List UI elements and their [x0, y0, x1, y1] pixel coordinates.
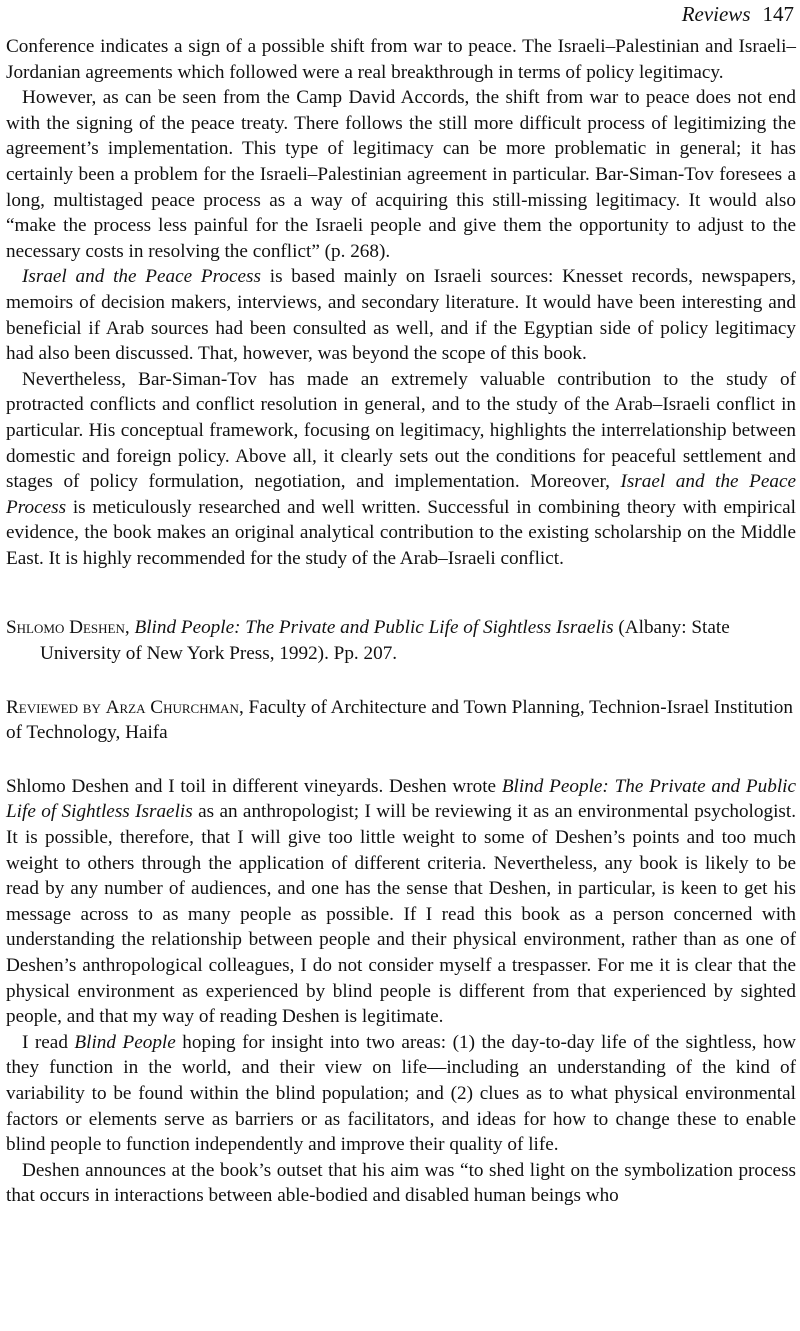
paragraph: Conference indicates a sign of a possible shift from war to peace. The Israeli–Palestinian and Israeli–Jordanian agreements which followed were a real breakthrough in terms of policy legitimacy.	[6, 36, 796, 83]
book-title: Blind People: The Private and Public Life of Sightless Israelis	[134, 617, 614, 639]
book-citation: Shlomo Deshen, Blind People: The Private and Public Life of Sightless Israelis (Albany: State University of New York Press, 1992). Pp. 207.	[6, 617, 730, 665]
review-1-conclusion	[6, 34, 796, 571]
book-title: Israel and the Peace Process	[22, 266, 261, 288]
book-title: Israel and the Peace Process	[6, 471, 796, 518]
paragraph: Israel and the Peace Process is based mainly on Israeli sources: Knesset records, newspapers, memoirs of decision makers, interviews, and secondary literature. It would have been interesting and beneficial if Arab sources had been consulted as well, and if the Egyptian side of policy legitimacy had also been discussed. That, however, was beyond the scope of this book.	[6, 266, 796, 365]
reviewed-by-label: Reviewed by	[6, 696, 101, 718]
paragraph: However, as can be seen from the Camp David Accords, the shift from war to peace does not end with the signing of the peace treaty. There follows the still more difficult process of legitimizing the agreement’s implementation. This type of legitimacy can be more problematic in general; it has certainly been a problem for the Israeli–Palestinian agreement in particular. Bar-Siman-Tov foresees a long, multistaged peace process as a way of acquiring this still-missing legitimacy. It would also “make the process less painful for the Israeli people and give them the opportunity to adjust to the necessary costs in resolving the conflict” (p. 268).	[6, 87, 796, 262]
paragraph: Shlomo Deshen and I toil in different vineyards. Deshen wrote Blind People: The Private and Public Life of Sightless Israelis as an anthropologist; I will be reviewing it as an environmental psychologist. It is possible, therefore, that I will give too little weight to some of Deshen’s points and too much weight to others through the application of different criteria. Nevertheless, any book is likely to be read by any number of audiences, and one has the sense that Deshen, in particular, is keen to get his message across to as many people as possible. If I read this book as a person concerned with understanding the relationship between people and their physical environment, rather than as one of Deshen’s anthropological colleagues, I do not consider myself a trespasser. For me it is clear that the physical environment as experienced by blind people is different from that experienced by sighted people, and that my way of reading Deshen is legitimate.	[6, 775, 797, 1028]
page-number: 147	[762, 2, 794, 26]
paragraph: Deshen announces at the book’s outset that his aim was “to shed light on the symbolization process that occurs in interactions between able-bodied and disabled human beings who	[6, 1159, 796, 1207]
reviewer-line	[6, 695, 796, 746]
book-title: Blind People	[74, 1031, 176, 1053]
reviewer-name: Arza Churchman	[105, 696, 239, 718]
paragraph: I read Blind People hoping for insight into two areas: (1) the day-to-day life of the sightless, how they function in the world, and their view on life—including an understanding of the kind of variability to be found within the blind population; and (2) clues as to what physical environmental factors or elements serve as barriers or as facilitators, and ideas for how to change these to enable blind people to function independently and improve their quality of life.	[6, 1031, 797, 1156]
book-title: Blind People: The Private and Public Life of Sightless Israelis	[6, 775, 797, 823]
review-2	[6, 615, 796, 1208]
running-head-title: Reviews	[681, 2, 751, 26]
reviewer-affiliation: , Faculty of Architecture and Town Planning, Technion-Israel Institution of Technology, Haifa	[6, 696, 793, 744]
running-head	[6, 0, 796, 34]
publication-info: (Albany: State University of New York Press, 1992). Pp. 207.	[40, 617, 730, 665]
paragraph: Nevertheless, Bar-Siman-Tov has made an extremely valuable contribution to the study of protracted conflicts and conflict resolution in general, and to the study of the Arab–Israeli conflict in particular. His conceptual framework, focusing on legitimacy, highlights the interrelationship between domestic and foreign policy. Above all, it clearly sets out the conditions for peaceful settlement and stages of policy formulation, negotiation, and implementation. Moreover, Israel and the Peace Process is meticulously researched and well written. Successful in combining theory with empirical evidence, the book makes an original analytical contribution to the existing scholarship on the Middle East. It is highly recommended for the study of the Arab–Israeli conflict.	[6, 368, 796, 569]
book-author: Shlomo Deshen	[6, 617, 125, 639]
